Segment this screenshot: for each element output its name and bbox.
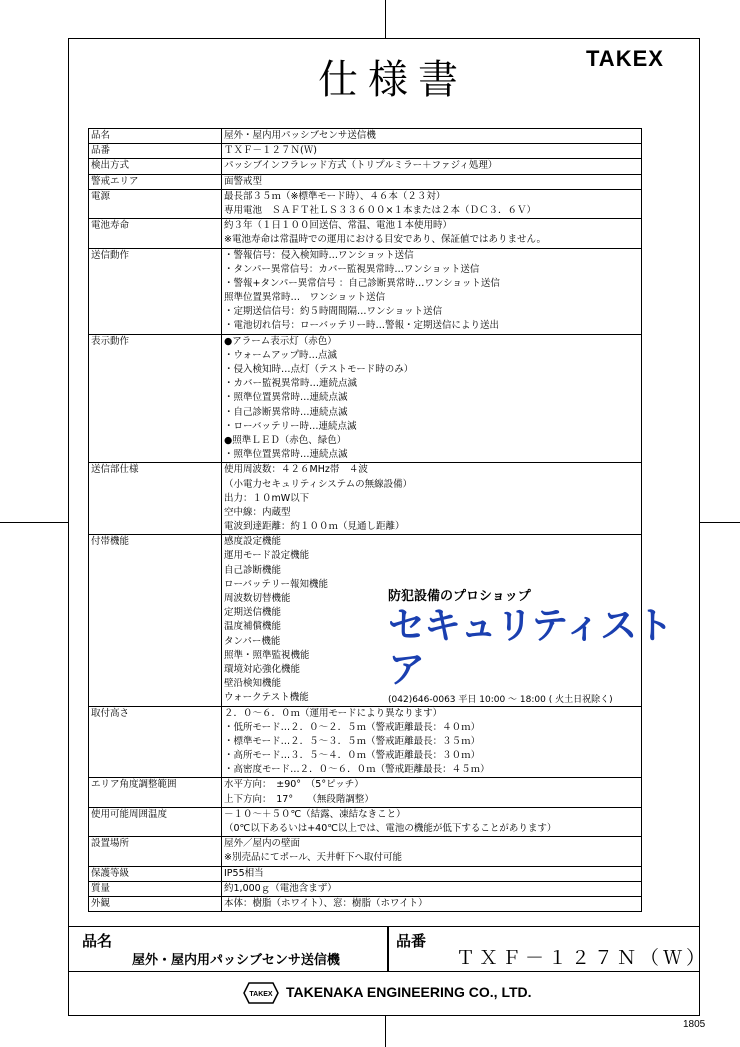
spec-key: 付帯機能: [89, 535, 222, 706]
spec-value-line: 屋外・屋内用パッシブセンサ送信機: [224, 130, 376, 141]
spec-value-line: ・電池切れ信号：ローバッテリー時…警報・定期送信により送出: [224, 320, 500, 332]
spec-row: [89, 463, 642, 535]
spec-value: [222, 159, 642, 174]
spec-value-line: ※電池寿命は常温時での運用における目安であり、保証値ではありません。: [224, 234, 547, 246]
spec-key: 質量: [89, 881, 222, 896]
spec-value: [222, 144, 642, 159]
spec-value-line: 運用モード設定機能: [224, 550, 310, 562]
spec-value: [222, 129, 642, 144]
spec-value-line: 環境対応強化機能: [224, 663, 301, 675]
spec-row: [89, 837, 642, 866]
spec-value: [222, 248, 642, 334]
crop-mark-bottom: [385, 1016, 386, 1047]
spec-key: 電源: [89, 189, 222, 218]
spec-value-line: 最長部３５ｍ（※標準モード時）、４６本（２３対）: [224, 190, 446, 202]
spec-value-line: ・警報+タンパー異常信号 ：自己診断異常時…ワンショット送信: [224, 277, 500, 289]
document-code: 1805: [683, 1019, 706, 1030]
spec-value: [222, 807, 642, 836]
spec-value-line: ●照準ＬＥＤ（赤色、緑色）: [224, 434, 347, 446]
spec-row: [89, 159, 642, 174]
spec-value: [222, 174, 642, 189]
company-name: TAKENAKA ENGINEERING CO., LTD.: [286, 984, 532, 1000]
spec-key: 品番: [89, 144, 222, 159]
spec-value-line: （小電力セキュリティシステムの無線設備）: [224, 478, 413, 490]
spec-key: 設置場所: [89, 837, 222, 866]
spec-value-line: ローバッテリー報知機能: [224, 578, 329, 590]
spec-row: [89, 219, 642, 248]
spec-key: 警戒エリア: [89, 174, 222, 189]
spec-value-line: 感度設定機能: [224, 536, 282, 548]
spec-value-line: IP55相当: [224, 867, 264, 879]
spec-row: [89, 778, 642, 807]
spec-row: [89, 129, 642, 144]
spec-row: [89, 174, 642, 189]
spec-value: [222, 866, 642, 881]
spec-value-line: 自己診断機能: [224, 564, 282, 576]
spec-value-line: ※別売品にてポール、天井軒下へ取付可能: [224, 852, 403, 864]
spec-row: [89, 866, 642, 881]
spec-value: [222, 881, 642, 896]
spec-value-line: 温度補償機能: [224, 621, 282, 633]
page-title: 仕様書: [318, 57, 468, 103]
spec-row: [89, 896, 642, 911]
spec-value-line: 専用電池 ＳＡＦＴ社ＬＳ３３６００×１本または２本（ＤＣ３．６Ｖ）: [224, 204, 536, 216]
footer-product-name-label: 品名: [82, 932, 113, 950]
spec-row: [89, 881, 642, 896]
store-tagline: 防犯設備のプロショップ: [388, 589, 531, 604]
spec-value: [222, 837, 642, 866]
spec-value-line: 照準・照準監視機能: [224, 649, 310, 661]
spec-value-line: ・定期送信信号：約５時間間隔…ワンショット送信: [224, 306, 443, 318]
footer-product-name: 屋外・屋内用パッシブセンサ送信機: [132, 953, 340, 968]
spec-value-line: ＴＸＦ－１２７Ｎ(Ｗ): [224, 145, 317, 157]
spec-value-line: －１０～＋５０℃（結露、凍結なきこと）: [224, 808, 406, 820]
spec-key: 取付高さ: [89, 706, 222, 778]
spec-value-line: 屋外／屋内の壁面: [224, 838, 301, 850]
spec-value-line: 面警戒型: [224, 175, 263, 187]
spec-key: 検出方式: [89, 159, 222, 174]
spec-value-line: タンパー機能: [224, 635, 281, 647]
spec-value-line: ・照準位置異常時…連続点滅: [224, 449, 348, 461]
company-logo-icon: [243, 982, 279, 1004]
spec-key: 保護等級: [89, 866, 222, 881]
spec-key: 送信部仕様: [89, 463, 222, 535]
spec-value-line: ・自己診断異常時…連続点滅: [224, 406, 348, 418]
store-stamp: [388, 585, 698, 705]
spec-value-line: ・高密度モード…２．０～６．０ｍ（警戒距離最長：４５ｍ）: [224, 764, 490, 776]
store-name: セキュリティストア: [388, 604, 673, 691]
spec-value: [222, 219, 642, 248]
spec-value-line: 壁沿検知機能: [224, 678, 282, 690]
spec-value-line: 定期送信機能: [224, 607, 282, 619]
spec-key: 品名: [89, 129, 222, 144]
company-logo-text: TAKEX: [249, 991, 273, 998]
spec-row: [89, 248, 642, 334]
spec-row: [89, 706, 642, 778]
spec-value-line: ・高所モード…３．５～４．０ｍ（警戒距離最長：３０ｍ）: [224, 750, 481, 762]
spec-value-line: ・警報信号：侵入検知時…ワンショット送信: [224, 249, 414, 261]
spec-value-line: ・ウォームアップ時…点滅: [224, 349, 337, 361]
brand-logo: TAKEX: [586, 46, 664, 71]
spec-value-line: 照準位置異常時… ワンショット送信: [224, 292, 386, 304]
spec-value-line: （0℃以下あるいは+40℃以上では、電池の機能が低下することがあります）: [224, 823, 557, 834]
spec-value: [222, 334, 642, 463]
spec-value: [222, 778, 642, 807]
spec-value: [222, 896, 642, 911]
spec-value-line: 約３年（１日１００回送信、常温、電池１本使用時）: [224, 220, 453, 232]
footer-model-label: 品番: [396, 932, 427, 950]
spec-value-line: 使用周波数：４２６MHz帯 ４波: [224, 464, 368, 476]
spec-key: 表示動作: [89, 334, 222, 463]
spec-value-line: 出力：１０mW以下: [224, 492, 310, 504]
spec-key: エリア角度調整範囲: [89, 778, 222, 807]
spec-key: 電池寿命: [89, 219, 222, 248]
store-contact: (042)646-0063 平日 10:00 ～ 18:00 ( 火土日祝除く): [388, 695, 613, 705]
spec-value-line: 電波到達距離：約１００ｍ（見通し距離）: [224, 521, 405, 533]
spec-value: [222, 189, 642, 218]
spec-value: [222, 463, 642, 535]
spec-row: [89, 144, 642, 159]
spec-row: [89, 807, 642, 836]
spec-table: [88, 128, 642, 912]
spec-value-line: ウォークテスト機能: [224, 692, 309, 704]
spec-value-line: ・照準位置異常時…連続点滅: [224, 392, 348, 404]
spec-row: [89, 189, 642, 218]
spec-value-line: 空中線：内蔵型: [224, 506, 291, 518]
footer-divider: [387, 926, 389, 972]
footer-model: ＴＸＦ－１２７Ｎ（Ｗ）: [456, 947, 710, 969]
spec-value-line: ・低所モード…２．０～２．５ｍ（警戒距離最長：４０ｍ）: [224, 721, 481, 733]
crop-mark-top: [385, 0, 386, 38]
spec-value-line: ２．０～６．０ｍ（運用モードにより異なります）: [224, 707, 443, 719]
spec-value-line: ・タンパー異常信号：カバー監視異常時…ワンショット送信: [224, 263, 480, 275]
spec-key: 外観: [89, 896, 222, 911]
spec-row: [89, 334, 642, 463]
spec-value-line: ・標準モード…２．５～３．５ｍ（警戒距離最長：３５ｍ）: [224, 735, 481, 747]
spec-value-line: ●アラーム表示灯（赤色）: [224, 335, 337, 347]
spec-key: 送信動作: [89, 248, 222, 334]
spec-value-line: 本体：樹脂（ホワイト）、窓：樹脂（ホワイト）: [224, 897, 428, 909]
spec-key: 使用可能周囲温度: [89, 807, 222, 836]
spec-value-line: ・カバー監視異常時…連続点滅: [224, 378, 358, 390]
spec-value: [222, 706, 642, 778]
spec-value-line: 約1,000ｇ（電池含まず）: [224, 882, 337, 894]
spec-value-line: ・ローバッテリー時…連続点滅: [224, 420, 357, 432]
spec-value-line: ・侵入検知時…点灯（テストモード時のみ）: [224, 364, 414, 375]
spec-value-line: 水平方向： ±90° （5°ピッチ）: [224, 779, 364, 791]
spec-value-line: パッシブインフラレッド方式（トリプルミラー＋ファジィ処理）: [224, 160, 498, 172]
spec-value-line: 周波数切替機能: [224, 593, 291, 604]
crop-mark-right: [700, 522, 740, 523]
spec-value-line: 上下方向： 17° （無段階調整）: [224, 793, 374, 805]
crop-mark-left: [0, 522, 68, 523]
